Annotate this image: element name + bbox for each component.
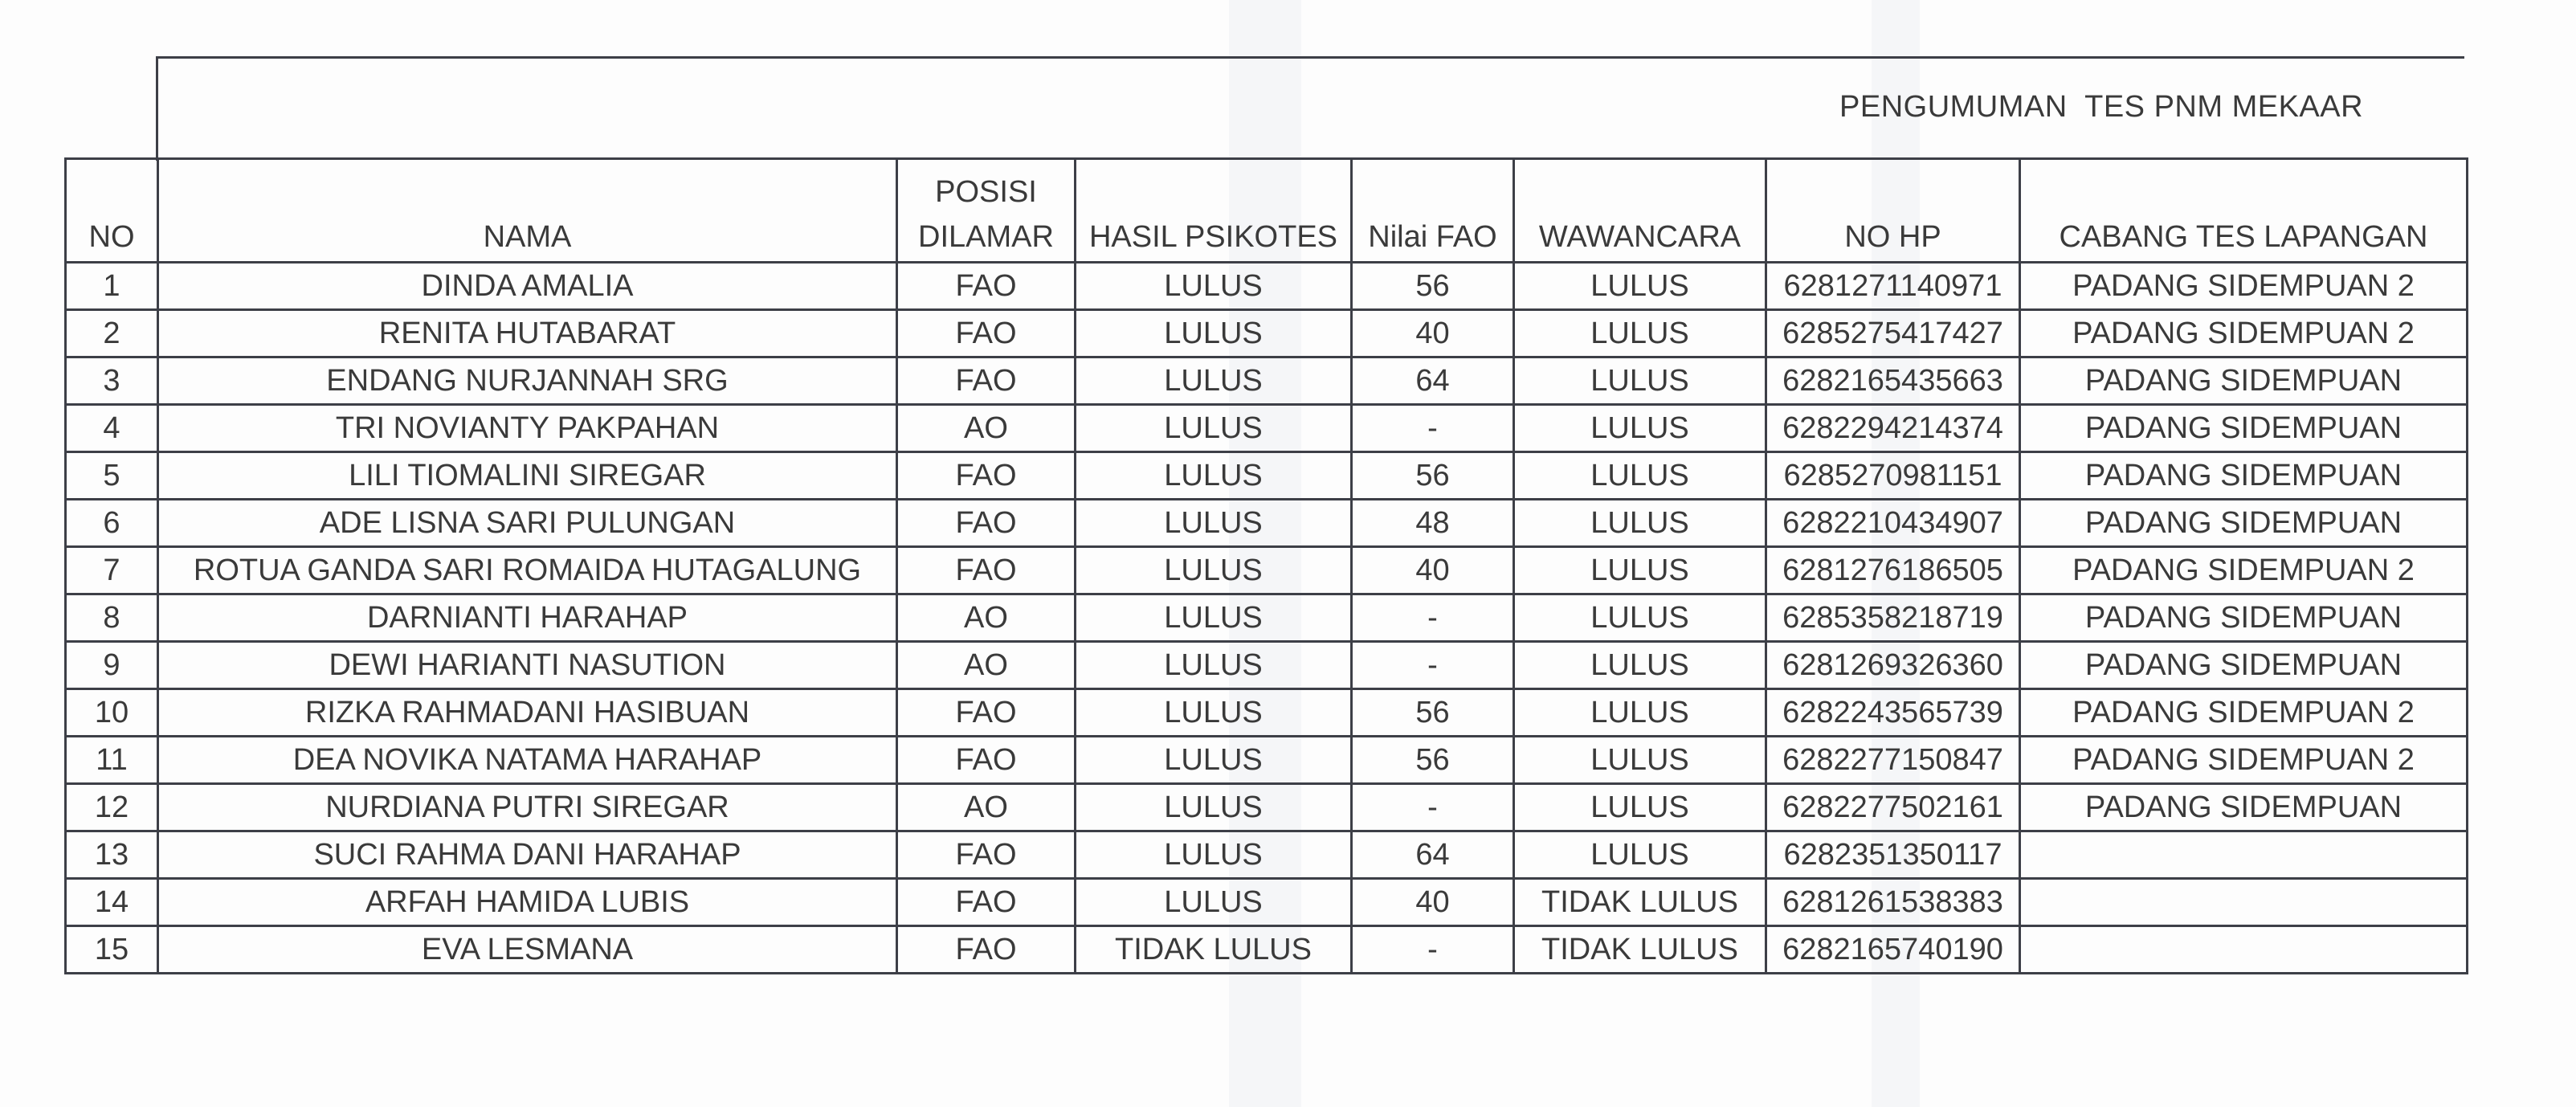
cell-nama: DEWI HARIANTI NASUTION [158,642,897,689]
cell-psikotes: LULUS [1076,310,1352,357]
title-frame-top-line [156,56,2464,59]
cell-wawancara: LULUS [1514,737,1766,784]
cell-nama: TRI NOVIANTY PAKPAHAN [158,405,897,452]
table-row [66,452,2468,500]
cell-hp: 6282294214374 [1766,405,2020,452]
header-posisi [897,159,1076,263]
cell-hp: 6282351350117 [1766,831,2020,879]
cell-no: 5 [66,452,158,500]
cell-wawancara: LULUS [1514,263,1766,310]
cell-posisi: FAO [897,879,1076,926]
cell-nama: ADE LISNA SARI PULUNGAN [158,500,897,547]
cell-cabang [2020,879,2468,926]
cell-posisi: FAO [897,357,1076,405]
cell-wawancara: LULUS [1514,784,1766,831]
cell-nama: DEA NOVIKA NATAMA HARAHAP [158,737,897,784]
cell-wawancara: LULUS [1514,642,1766,689]
cell-cabang: PADANG SIDEMPUAN 2 [2020,263,2468,310]
cell-nilai: 40 [1352,310,1514,357]
cell-hp: 6281269326360 [1766,642,2020,689]
cell-posisi: FAO [897,831,1076,879]
table-row [66,263,2468,310]
table-row [66,737,2468,784]
cell-psikotes: LULUS [1076,737,1352,784]
cell-nilai: 48 [1352,500,1514,547]
cell-posisi: FAO [897,500,1076,547]
cell-hp: 6285270981151 [1766,452,2020,500]
cell-wawancara: TIDAK LULUS [1514,879,1766,926]
cell-psikotes: LULUS [1076,452,1352,500]
cell-no: 8 [66,594,158,642]
cell-nilai: 40 [1352,879,1514,926]
cell-no: 14 [66,879,158,926]
table-row [66,547,2468,594]
cell-psikotes: LULUS [1076,405,1352,452]
cell-hp: 6285358218719 [1766,594,2020,642]
cell-nilai: 56 [1352,689,1514,737]
header-nama: NAMA [158,159,897,263]
cell-cabang: PADANG SIDEMPUAN [2020,500,2468,547]
header-nilai: Nilai FAO [1352,159,1514,263]
cell-posisi: AO [897,405,1076,452]
cell-posisi: FAO [897,689,1076,737]
cell-no: 2 [66,310,158,357]
cell-psikotes: LULUS [1076,784,1352,831]
cell-posisi: FAO [897,452,1076,500]
cell-wawancara: LULUS [1514,689,1766,737]
cell-no: 3 [66,357,158,405]
cell-hp: 6282165435663 [1766,357,2020,405]
table-row [66,689,2468,737]
cell-nama: ARFAH HAMIDA LUBIS [158,879,897,926]
document-title: PENGUMUMAN TES PNM MEKAAR [1839,90,2364,124]
cell-no: 7 [66,547,158,594]
cell-nama: ENDANG NURJANNAH SRG [158,357,897,405]
cell-nama: RENITA HUTABARAT [158,310,897,357]
cell-hp: 6282210434907 [1766,500,2020,547]
table-row [66,357,2468,405]
cell-hp: 6282277150847 [1766,737,2020,784]
cell-nama: DINDA AMALIA [158,263,897,310]
cell-no: 1 [66,263,158,310]
cell-cabang: PADANG SIDEMPUAN 2 [2020,310,2468,357]
header-cabang: CABANG TES LAPANGAN [2020,159,2468,263]
cell-psikotes: LULUS [1076,263,1352,310]
table-row [66,831,2468,879]
table-row [66,784,2468,831]
cell-psikotes: LULUS [1076,357,1352,405]
cell-psikotes: LULUS [1076,831,1352,879]
table-row [66,642,2468,689]
cell-cabang: PADANG SIDEMPUAN 2 [2020,547,2468,594]
cell-cabang: PADANG SIDEMPUAN [2020,594,2468,642]
cell-cabang: PADANG SIDEMPUAN 2 [2020,689,2468,737]
cell-no: 9 [66,642,158,689]
cell-nama: EVA LESMANA [158,926,897,974]
header-no: NO [66,159,158,263]
cell-psikotes: LULUS [1076,500,1352,547]
cell-psikotes: LULUS [1076,879,1352,926]
cell-psikotes: LULUS [1076,689,1352,737]
cell-hp: 6281261538383 [1766,879,2020,926]
header-hp: NO HP [1766,159,2020,263]
cell-wawancara: LULUS [1514,405,1766,452]
table-row [66,926,2468,974]
cell-cabang: PADANG SIDEMPUAN 2 [2020,737,2468,784]
cell-psikotes: LULUS [1076,594,1352,642]
cell-posisi: FAO [897,547,1076,594]
cell-cabang [2020,926,2468,974]
cell-no: 10 [66,689,158,737]
cell-psikotes: LULUS [1076,547,1352,594]
cell-cabang [2020,831,2468,879]
table-row [66,310,2468,357]
cell-nama: ROTUA GANDA SARI ROMAIDA HUTAGALUNG [158,547,897,594]
table-row [66,879,2468,926]
cell-posisi: AO [897,594,1076,642]
cell-no: 12 [66,784,158,831]
cell-posisi: AO [897,642,1076,689]
cell-nama: DARNIANTI HARAHAP [158,594,897,642]
cell-posisi: FAO [897,926,1076,974]
cell-nilai: - [1352,642,1514,689]
cell-cabang: PADANG SIDEMPUAN [2020,357,2468,405]
cell-nilai: - [1352,926,1514,974]
cell-wawancara: LULUS [1514,831,1766,879]
cell-nilai: 64 [1352,357,1514,405]
cell-cabang: PADANG SIDEMPUAN [2020,784,2468,831]
cell-nilai: 56 [1352,737,1514,784]
cell-cabang: PADANG SIDEMPUAN [2020,452,2468,500]
cell-nama: SUCI RAHMA DANI HARAHAP [158,831,897,879]
cell-wawancara: LULUS [1514,547,1766,594]
cell-wawancara: TIDAK LULUS [1514,926,1766,974]
cell-cabang: PADANG SIDEMPUAN [2020,405,2468,452]
cell-no: 4 [66,405,158,452]
cell-posisi: FAO [897,737,1076,784]
table-row [66,594,2468,642]
cell-nilai: - [1352,405,1514,452]
cell-nilai: - [1352,594,1514,642]
cell-wawancara: LULUS [1514,310,1766,357]
table-row [66,405,2468,452]
cell-no: 11 [66,737,158,784]
cell-no: 15 [66,926,158,974]
results-table [64,157,2468,974]
cell-no: 13 [66,831,158,879]
cell-hp: 6281271140971 [1766,263,2020,310]
cell-hp: 6281276186505 [1766,547,2020,594]
cell-nama: LILI TIOMALINI SIREGAR [158,452,897,500]
cell-hp: 6282277502161 [1766,784,2020,831]
table-row [66,500,2468,547]
cell-wawancara: LULUS [1514,357,1766,405]
cell-psikotes: TIDAK LULUS [1076,926,1352,974]
cell-hp: 6282243565739 [1766,689,2020,737]
table-header-row [66,159,2468,263]
title-frame-left-line [156,56,158,161]
cell-nilai: 56 [1352,263,1514,310]
cell-psikotes: LULUS [1076,642,1352,689]
cell-nilai: - [1352,784,1514,831]
header-posisi-line2: DILAMAR [918,220,1054,254]
cell-nama: RIZKA RAHMADANI HASIBUAN [158,689,897,737]
cell-no: 6 [66,500,158,547]
cell-nilai: 40 [1352,547,1514,594]
cell-nama: NURDIANA PUTRI SIREGAR [158,784,897,831]
cell-wawancara: LULUS [1514,500,1766,547]
cell-cabang: PADANG SIDEMPUAN [2020,642,2468,689]
header-wawancara: WAWANCARA [1514,159,1766,263]
header-posisi-line1: POSISI [935,175,1037,209]
cell-wawancara: LULUS [1514,452,1766,500]
cell-posisi: FAO [897,263,1076,310]
cell-nilai: 64 [1352,831,1514,879]
cell-posisi: FAO [897,310,1076,357]
cell-hp: 6282165740190 [1766,926,2020,974]
cell-nilai: 56 [1352,452,1514,500]
cell-posisi: AO [897,784,1076,831]
cell-hp: 6285275417427 [1766,310,2020,357]
cell-wawancara: LULUS [1514,594,1766,642]
header-psikotes: HASIL PSIKOTES [1076,159,1352,263]
